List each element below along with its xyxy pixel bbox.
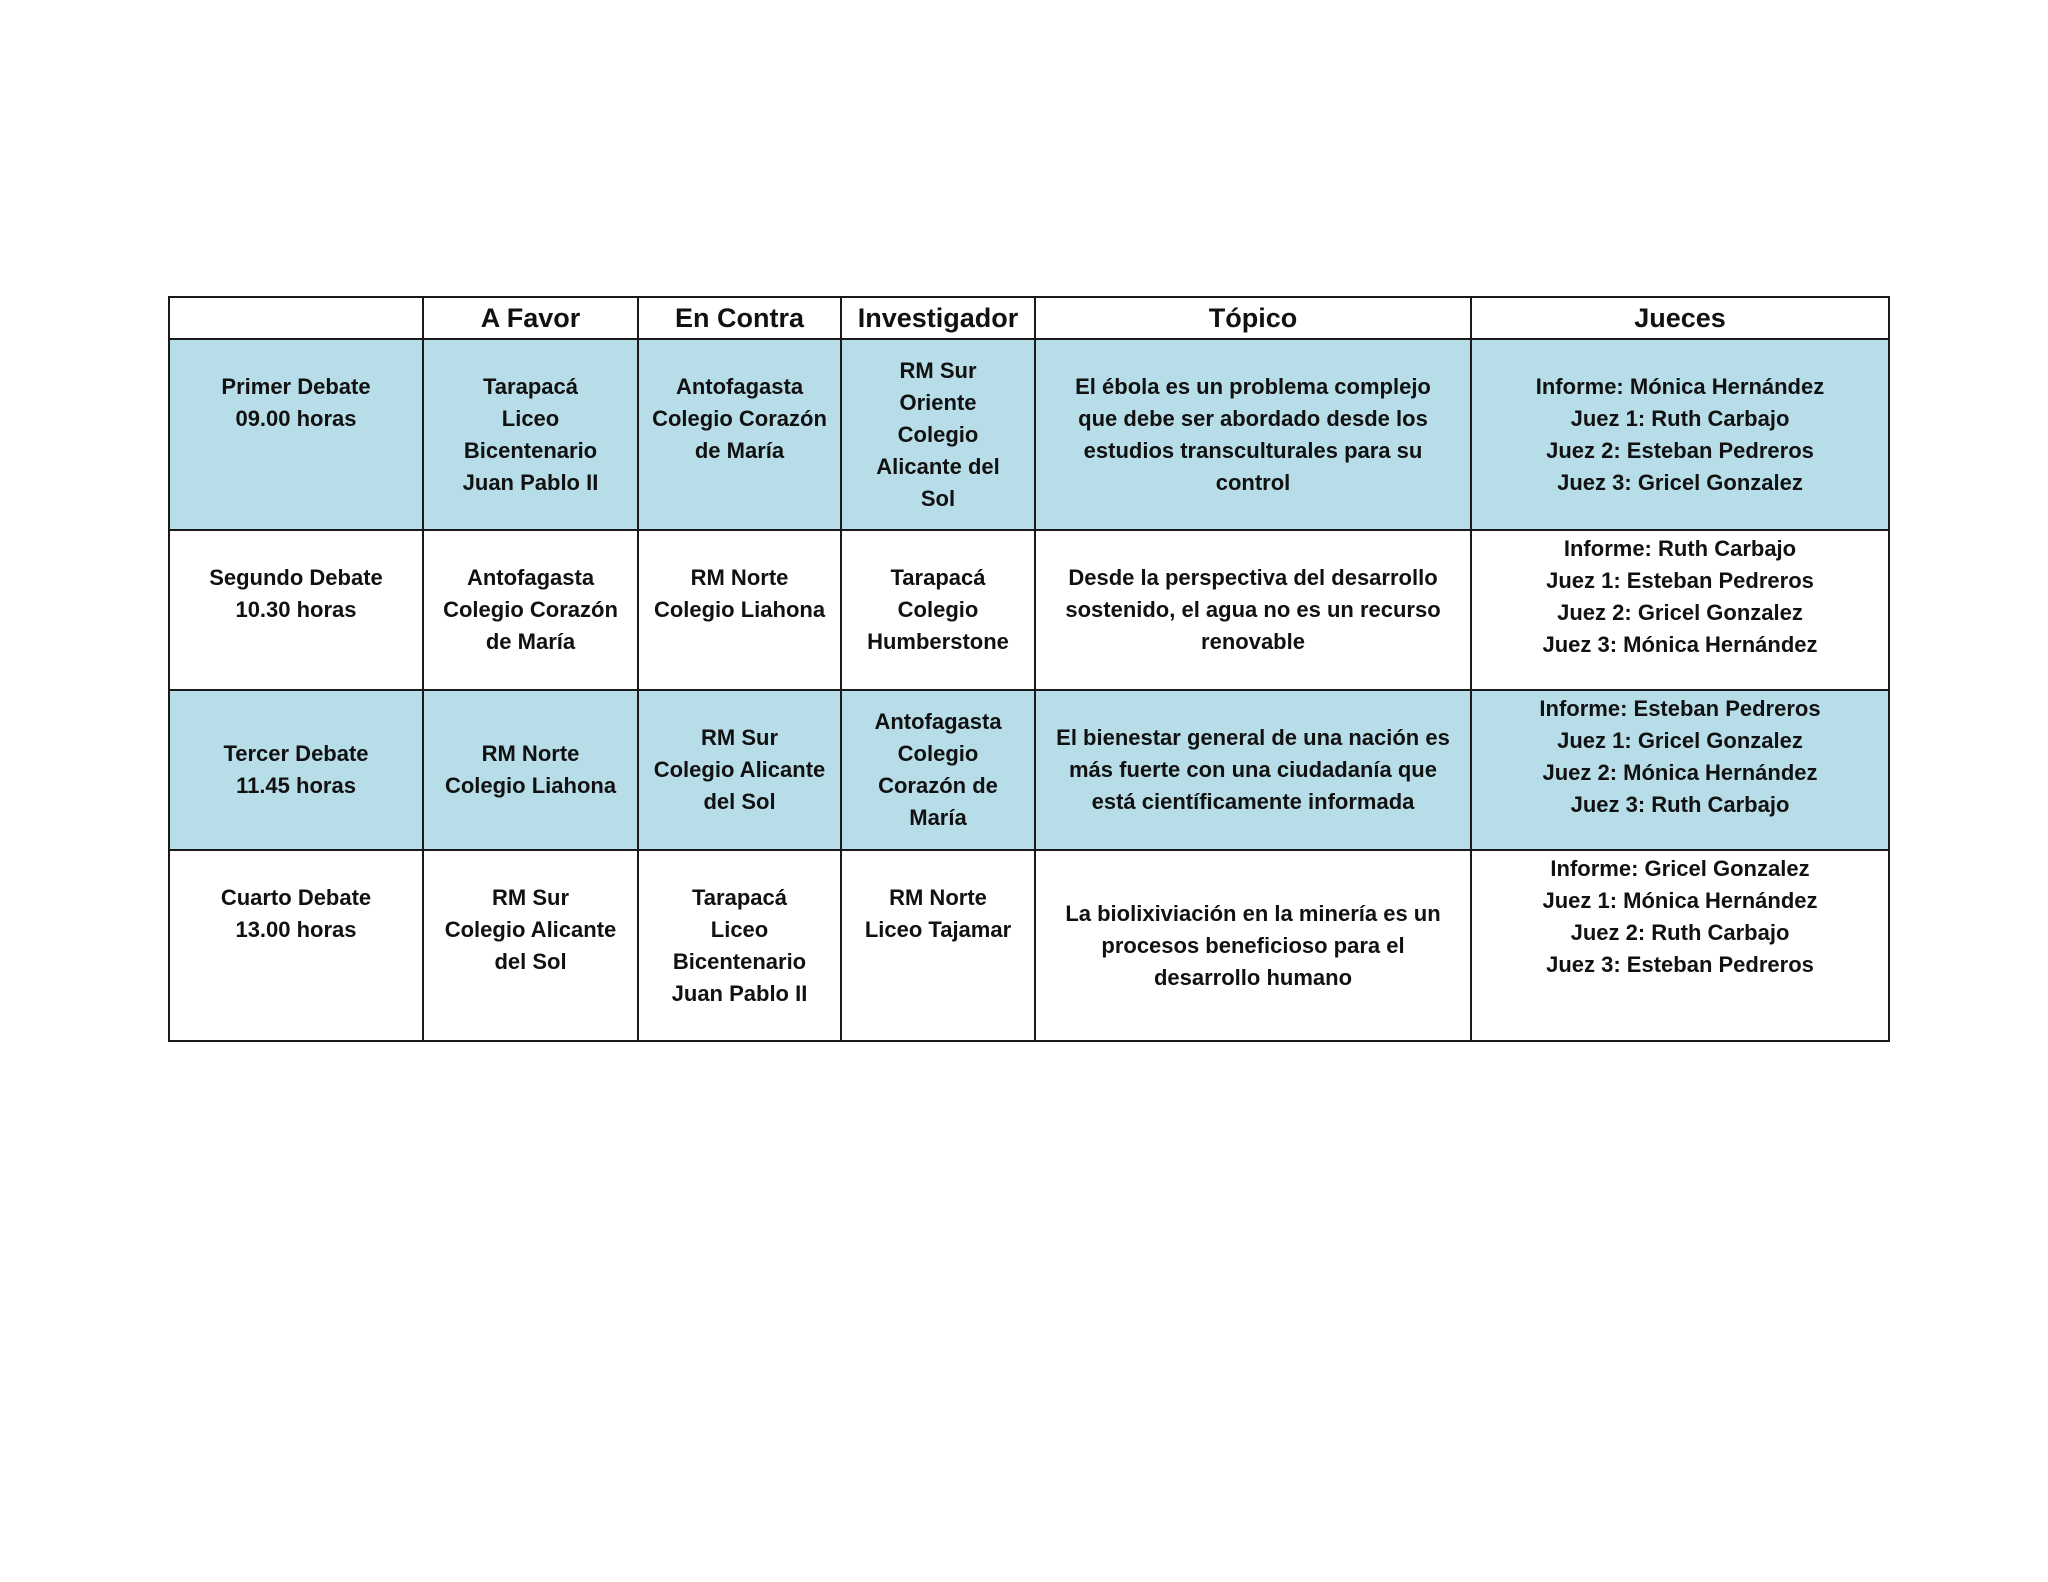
investigador-line: Alicante del	[876, 453, 1000, 479]
topico-cell	[1035, 530, 1471, 690]
investigador-line: Colegio	[897, 421, 979, 447]
topico-line: estudios transculturales para su	[1083, 437, 1423, 463]
topico-line: El ébola es un problema complejo	[1075, 373, 1431, 399]
investigador-line: RM Norte	[889, 884, 987, 910]
contra-cell	[638, 850, 841, 1041]
table-row	[169, 339, 1889, 530]
debate-schedule-sheet	[168, 296, 1888, 1042]
header-topico: Tópico	[1035, 297, 1471, 339]
jueces-line: Informe: Mónica Hernández	[1535, 373, 1825, 399]
topico-line: más fuerte con una ciudadanía que	[1069, 757, 1437, 782]
investigador-line: Oriente	[899, 389, 977, 415]
header-investigador: Investigador	[841, 297, 1035, 339]
contra-line: Antofagasta	[675, 373, 804, 399]
topico-line: está científicamente informada	[1091, 789, 1415, 814]
jueces-line: Informe: Ruth Carbajo	[1563, 536, 1797, 561]
jueces-line: Juez 1: Ruth Carbajo	[1570, 405, 1790, 431]
debate-name: Tercer Debate	[223, 741, 369, 766]
debate-cell	[169, 530, 423, 690]
favor-line: Colegio Alicante	[444, 916, 617, 942]
contra-line: Bicentenario	[672, 948, 807, 974]
topico-line: El bienestar general de una nación es	[1056, 725, 1450, 750]
contra-line: Juan Pablo II	[671, 980, 808, 1006]
favor-cell	[423, 530, 638, 690]
contra-cell	[638, 339, 841, 530]
jueces-line: Juez 2: Mónica Hernández	[1542, 760, 1818, 785]
debate-name: Segundo Debate	[209, 565, 383, 590]
debate-time: 10.30 horas	[235, 597, 357, 622]
contra-line: de María	[694, 437, 785, 463]
debate-cell	[169, 690, 423, 850]
topico-line: control	[1215, 469, 1291, 495]
favor-line: RM Sur	[492, 884, 569, 910]
debate-time: 11.45 horas	[236, 773, 356, 798]
investigador-line: María	[909, 805, 967, 830]
contra-cell	[638, 690, 841, 850]
contra-line: del Sol	[703, 789, 776, 814]
investigador-cell	[841, 690, 1035, 850]
favor-line: Colegio Liahona	[444, 773, 617, 798]
debate-schedule-table	[168, 296, 1890, 1042]
table-row	[169, 690, 1889, 850]
jueces-line: Juez 2: Gricel Gonzalez	[1557, 600, 1803, 625]
topico-line: La biolixiviación en la minería es un	[1065, 900, 1441, 926]
favor-cell	[423, 690, 638, 850]
debate-name: Primer Debate	[221, 373, 371, 399]
jueces-line: Informe: Esteban Pedreros	[1539, 696, 1821, 721]
investigador-line: Tarapacá	[890, 565, 986, 590]
debate-time: 09.00 horas	[235, 405, 357, 431]
jueces-line: Juez 3: Gricel Gonzalez	[1557, 469, 1803, 495]
contra-line: Colegio Alicante	[653, 757, 826, 782]
favor-line: Tarapacá	[483, 373, 578, 399]
favor-cell	[423, 850, 638, 1041]
debate-cell	[169, 339, 423, 530]
favor-line: RM Norte	[481, 741, 580, 766]
jueces-cell	[1471, 690, 1889, 850]
contra-line: Colegio Liahona	[653, 597, 826, 622]
jueces-line: Juez 2: Ruth Carbajo	[1570, 920, 1790, 945]
contra-line: Colegio Corazón	[652, 405, 827, 431]
jueces-cell	[1471, 850, 1889, 1041]
investigador-line: Corazón de	[878, 773, 998, 798]
favor-line: Colegio Corazón	[443, 597, 618, 622]
debate-name: Cuarto Debate	[220, 884, 372, 910]
header-a-favor: A Favor	[423, 297, 638, 339]
investigador-line: RM Sur	[899, 357, 977, 383]
jueces-line: Juez 1: Gricel Gonzalez	[1557, 728, 1803, 753]
investigador-line: Humberstone	[867, 629, 1009, 654]
favor-line: Liceo	[501, 405, 560, 431]
contra-line: RM Sur	[701, 725, 778, 750]
topico-line: renovable	[1201, 629, 1305, 654]
contra-cell	[638, 530, 841, 690]
investigador-cell	[841, 339, 1035, 530]
favor-line: Juan Pablo II	[462, 469, 599, 495]
jueces-line: Juez 3: Ruth Carbajo	[1570, 792, 1790, 817]
jueces-line: Juez 1: Mónica Hernández	[1542, 888, 1818, 913]
jueces-line: Informe: Gricel Gonzalez	[1550, 856, 1810, 881]
investigador-line: Antofagasta	[874, 709, 1002, 734]
investigador-line: Liceo Tajamar	[864, 916, 1012, 942]
favor-cell	[423, 339, 638, 530]
favor-line: de María	[485, 629, 576, 654]
investigador-line: Sol	[920, 485, 956, 511]
topico-line: sostenido, el agua no es un recurso	[1065, 597, 1441, 622]
investigador-cell	[841, 530, 1035, 690]
jueces-line: Juez 1: Esteban Pedreros	[1546, 568, 1814, 593]
topico-cell	[1035, 339, 1471, 530]
header-en-contra: En Contra	[638, 297, 841, 339]
investigador-line: Colegio	[897, 741, 979, 766]
contra-line: Liceo	[710, 916, 769, 942]
header-debate	[169, 297, 423, 339]
contra-line: Tarapacá	[692, 884, 787, 910]
favor-line: Bicentenario	[463, 437, 598, 463]
jueces-line: Juez 3: Esteban Pedreros	[1546, 952, 1814, 977]
topico-cell	[1035, 850, 1471, 1041]
favor-line: Antofagasta	[466, 565, 595, 590]
favor-line: del Sol	[494, 948, 567, 974]
topico-line: Desde la perspectiva del desarrollo	[1068, 565, 1438, 590]
debate-time: 13.00 horas	[235, 916, 357, 942]
table-row	[169, 850, 1889, 1041]
contra-line: RM Norte	[690, 565, 789, 590]
debate-cell	[169, 850, 423, 1041]
investigador-cell	[841, 850, 1035, 1041]
table-row	[169, 530, 1889, 690]
topico-line: procesos beneficioso para el	[1101, 932, 1405, 958]
jueces-line: Juez 2: Esteban Pedreros	[1546, 437, 1814, 463]
topico-cell	[1035, 690, 1471, 850]
jueces-line: Juez 3: Mónica Hernández	[1542, 632, 1818, 657]
topico-line: desarrollo humano	[1153, 964, 1353, 990]
topico-line: que debe ser abordado desde los	[1078, 405, 1428, 431]
header-row	[169, 297, 1889, 339]
header-jueces: Jueces	[1471, 297, 1889, 339]
investigador-line: Colegio	[897, 597, 979, 622]
jueces-cell	[1471, 530, 1889, 690]
jueces-cell	[1471, 339, 1889, 530]
